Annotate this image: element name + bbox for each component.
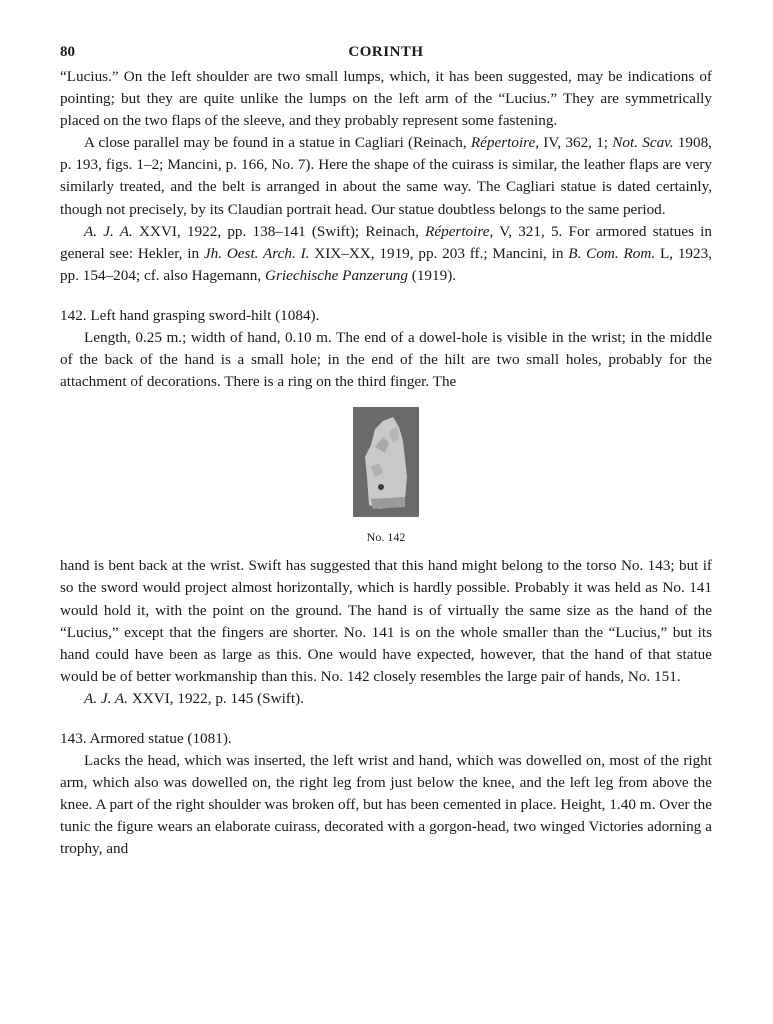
hand-photograph	[353, 407, 419, 517]
figure-142	[60, 407, 712, 545]
hand-fragment-image	[353, 407, 419, 517]
running-title: CORINTH	[348, 44, 424, 60]
paragraph-item-142-continued: hand is bent back at the wrist. Swift has suggested that this hand might belong to the torso No. 143; but if so the sword would project almost horizontally, which is hardly possible. Probably it was held as No. 141 would hold it, with the point on the ground. The hand is of virtually the same size as the hand of the “Lucius,” except that the fingers are shorter. No. 141 is on the whole smaller than the “Lucius,” but its hand could have been as large as this. One would have expected, however, that the hand of that statue would be of better workmanship than this. No. 142 closely resembles the large pair of hands, No. 151.	[60, 557, 712, 685]
item-142-title: 142. Left hand grasping sword-hilt (1084).	[60, 306, 320, 324]
paragraph-cagliari-parallel: A close parallel may be found in a statue in Cagliari (Reinach, Répertoire, IV, 362, 1; Not. Scav. 1908, p. 193, figs. 1–2; Mancini, p. 166, No. 7). Here the shape of the cuirass is similar, the leather flaps are very similarly treated, and the belt is arranged in about the same way. The Cagliari statue is dated certainly, though not precisely, by its Claudian portrait head. Our statue doubtless belongs to the same period.	[60, 134, 712, 218]
paragraph-bibliography-141: A. J. A. XXVI, 1922, pp. 138–141 (Swift); Reinach, Répertoire, V, 321, 5. For armored statues in general see: Hekler, in Jh. Oest. Arch. I. XIX–XX, 1919, pp. 203 ff.; Mancini, in B. Com. Rom. L, 1923, pp. 154–204; cf. also Hagemann, Griechische Panzerung (1919).	[60, 222, 712, 284]
page-number: 80	[60, 44, 75, 60]
paragraph-bibliography-142: A. J. A. XXVI, 1922, p. 145 (Swift).	[84, 689, 304, 707]
page	[60, 44, 712, 861]
paragraph-lucius-shoulder: “Lucius.” On the left shoulder are two small lumps, which, it has been suggested, may be indications of pointing; but they are quite unlike the lumps on the left arm of the “Lucius.” They are symmetrically placed on the two flaps of the sleeve, and they probably represent some fastening.	[60, 68, 712, 130]
item-143-title: 143. Armored statue (1081).	[60, 729, 232, 747]
running-header	[60, 44, 712, 66]
paragraph-item-143-description: Lacks the head, which was inserted, the left wrist and hand, which was dowelled on, most of the right arm, which also was dowelled on, the right leg from just below the knee, and the left leg from above the knee. A part of the right shoulder was broken off, but has been cemented in place. Height, 1.40 m. Over the tunic the figure wears an elaborate cuirass, decorated with a gorgon-head, two winged Victories adorning a trophy, and	[60, 752, 712, 858]
paragraph-item-142-description: Length, 0.25 m.; width of hand, 0.10 m. The end of a dowel-hole is visible in the wrist; in the middle of the back of the hand is a small hole; in the end of the hilt are two small holes, probably for the attachment of decorations. There is a ring on the third finger. The	[60, 329, 712, 391]
figure-caption: No. 142	[366, 530, 406, 545]
